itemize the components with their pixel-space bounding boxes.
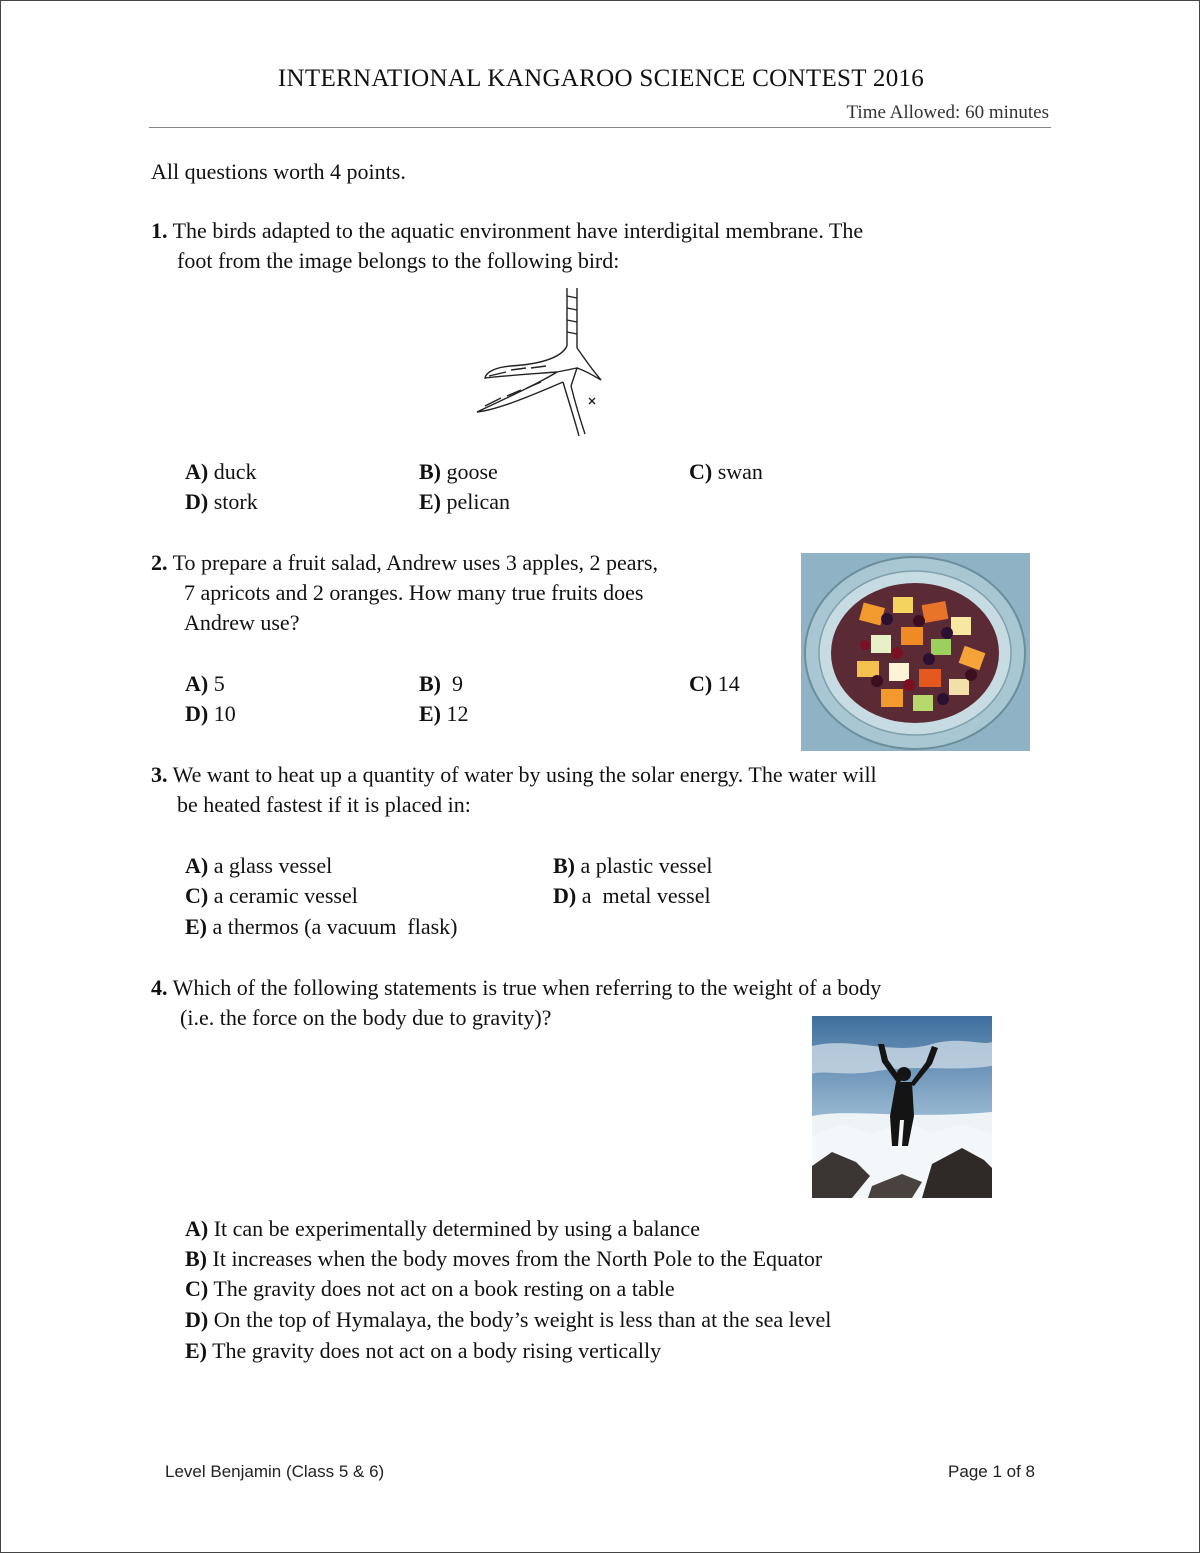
q2-option-e-text: 12 xyxy=(441,701,469,726)
question-3-line1: We want to heat up a quantity of water by using the solar energy. The water will xyxy=(172,762,877,787)
q3-option-c-letter: C) xyxy=(185,883,209,908)
q3-option-b-letter: B) xyxy=(553,853,575,878)
question-4-line2: (i.e. the force on the body due to gravity)? xyxy=(180,1005,552,1030)
q1-option-a-letter: A) xyxy=(185,459,209,484)
intro-text: All questions worth 4 points. xyxy=(151,159,406,184)
q3-option-c-text: a ceramic vessel xyxy=(208,883,358,908)
time-allowed: Time Allowed: 60 minutes xyxy=(846,102,1049,123)
q2-option-c-text: 14 xyxy=(712,671,740,696)
q2-option-e-letter: E) xyxy=(419,701,441,726)
page-title-text: INTERNATIONAL KANGAROO SCIENCE CONTEST 2016 xyxy=(277,65,925,92)
q1-option-d-letter: D) xyxy=(185,489,209,514)
mountain-climber-image xyxy=(812,1016,992,1198)
q3-option-a xyxy=(185,851,332,881)
q4-option-d-text: On the top of Hymalaya, the body’s weight is less than at the sea level xyxy=(208,1307,832,1332)
q4-option-c xyxy=(185,1274,675,1304)
question-4-line1: Which of the following statements is true when referring to the weight of a body xyxy=(172,975,882,1000)
q3-option-a-letter: A) xyxy=(185,853,209,878)
q1-option-d xyxy=(185,487,258,517)
header-divider xyxy=(149,127,1051,128)
q2-option-c-letter: C) xyxy=(689,671,713,696)
q1-option-e-letter: E) xyxy=(419,489,441,514)
question-3-line2: be heated fastest if it is placed in: xyxy=(177,792,471,817)
q4-option-b-text: It increases when the body moves from the North Pole to the Equator xyxy=(207,1246,823,1271)
q1-option-d-text: stork xyxy=(208,489,258,514)
q1-option-a-text: duck xyxy=(208,459,257,484)
footer-level: Level Benjamin (Class 5 & 6) xyxy=(165,1462,385,1481)
q4-option-c-letter: C) xyxy=(185,1276,209,1301)
q4-option-e-text: The gravity does not act on a body rising vertically xyxy=(207,1338,662,1363)
q1-option-e xyxy=(419,487,510,517)
q2-option-d-letter: D) xyxy=(185,701,209,726)
question-3-number: 3. xyxy=(151,762,168,787)
question-2 xyxy=(151,548,783,638)
q2-option-d xyxy=(185,699,236,729)
question-1-number: 1. xyxy=(151,218,168,243)
question-1-line1: The birds adapted to the aquatic environment have interdigital membrane. The xyxy=(172,218,864,243)
q1-option-b-text: goose xyxy=(441,459,498,484)
q3-option-d xyxy=(553,881,711,911)
q4-option-a-letter: A) xyxy=(185,1216,209,1241)
q1-option-b xyxy=(419,457,498,487)
footer-page-number: Page 1 of 8 xyxy=(948,1462,1035,1481)
q3-option-c xyxy=(185,881,358,911)
q2-option-c xyxy=(689,669,740,699)
q3-option-d-text: a metal vessel xyxy=(576,883,711,908)
q4-option-e-letter: E) xyxy=(185,1338,207,1363)
q1-option-a xyxy=(185,457,256,487)
question-2-number: 2. xyxy=(151,550,168,575)
question-4-number: 4. xyxy=(151,975,168,1000)
q1-option-c xyxy=(689,457,763,487)
q3-option-d-letter: D) xyxy=(553,883,577,908)
question-1 xyxy=(151,216,1051,276)
q2-option-b xyxy=(419,669,463,699)
question-2-line3: Andrew use? xyxy=(184,610,300,635)
q2-option-b-letter: B) xyxy=(419,671,441,696)
question-1-line2: foot from the image belongs to the following bird: xyxy=(177,248,620,273)
q1-option-c-letter: C) xyxy=(689,459,713,484)
q2-option-a-letter: A) xyxy=(185,671,209,696)
q2-option-b-text: 9 xyxy=(441,671,463,696)
q3-option-e-text: a thermos (a vacuum flask) xyxy=(207,914,458,939)
question-2-line2: 7 apricots and 2 oranges. How many true fruits does xyxy=(184,580,644,605)
q1-option-e-text: pelican xyxy=(441,489,511,514)
q2-option-a xyxy=(185,669,225,699)
q4-option-d-letter: D) xyxy=(185,1307,209,1332)
question-3 xyxy=(151,760,1051,820)
q2-option-e xyxy=(419,699,469,729)
question-2-line1: To prepare a fruit salad, Andrew uses 3 apples, 2 pears, xyxy=(172,550,658,575)
q2-option-d-text: 10 xyxy=(208,701,236,726)
q3-option-b xyxy=(553,851,712,881)
q3-option-a-text: a glass vessel xyxy=(208,853,333,878)
q2-option-a-text: 5 xyxy=(208,671,225,696)
q4-option-a-text: It can be experimentally determined by using a balance xyxy=(208,1216,700,1241)
q4-option-b xyxy=(185,1244,822,1274)
q3-option-b-text: a plastic vessel xyxy=(575,853,713,878)
q4-option-a xyxy=(185,1214,700,1244)
bird-foot-image xyxy=(471,286,611,436)
q4-option-e xyxy=(185,1336,661,1366)
q4-option-c-text: The gravity does not act on a book resting on a table xyxy=(208,1276,675,1301)
q3-option-e-letter: E) xyxy=(185,914,207,939)
q3-option-e xyxy=(185,912,457,942)
q4-option-d xyxy=(185,1305,831,1335)
page-title xyxy=(1,65,1200,93)
fruit-salad-image xyxy=(801,553,1030,751)
q1-option-c-text: swan xyxy=(712,459,763,484)
q1-option-b-letter: B) xyxy=(419,459,441,484)
q4-option-b-letter: B) xyxy=(185,1246,207,1271)
